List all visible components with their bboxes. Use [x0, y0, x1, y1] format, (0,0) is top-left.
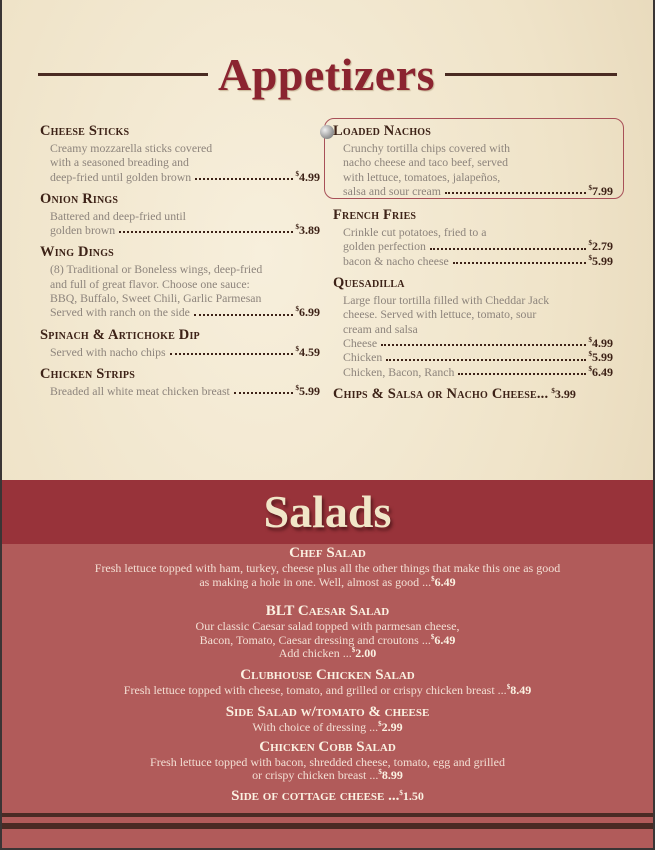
- item-description-line: [40, 141, 320, 155]
- price-value: 6.49: [434, 574, 456, 589]
- description-text: Chicken: [343, 350, 383, 365]
- price-value: 2.79: [592, 239, 613, 254]
- salad-item: [2, 704, 653, 735]
- salad-description-line: [2, 684, 653, 698]
- salad-price: [431, 575, 456, 589]
- currency-symbol: $: [295, 169, 299, 178]
- salad-item: [2, 603, 653, 661]
- price-value: 2.00: [355, 646, 377, 660]
- item-price: [589, 365, 614, 379]
- dot-leader: [194, 305, 293, 315]
- item-description-line: [333, 239, 613, 253]
- salad-item: [2, 545, 653, 589]
- description-text: Crunchy tortilla chips covered with: [343, 141, 511, 155]
- item-description-line: [40, 170, 320, 184]
- salads-title: Salads: [263, 486, 392, 537]
- item-name: Quesadilla: [333, 275, 405, 292]
- item-name: Onion Rings: [40, 190, 119, 207]
- salad-description-line: [2, 634, 653, 648]
- item-description-line: [40, 305, 320, 319]
- appetizers-left-column: [40, 122, 320, 404]
- menu-item: [333, 206, 613, 268]
- price-value: 5.99: [592, 350, 613, 365]
- salad-description-line: [2, 562, 653, 576]
- menu-item: [40, 365, 320, 398]
- appetizers-header: [2, 48, 653, 101]
- currency-symbol: $: [295, 383, 299, 392]
- price-value: 5.99: [299, 383, 320, 398]
- dot-leader: [381, 336, 585, 346]
- description-text: Bacon, Tomato, Caesar dressing and croutons ...: [199, 632, 431, 647]
- item-price: [589, 336, 614, 350]
- item-description-line: [333, 184, 613, 198]
- price-value: 2.99: [381, 720, 403, 734]
- item-description-line: [40, 384, 320, 398]
- item-description-line: [333, 141, 613, 155]
- description-text: Chicken, Bacon, Ranch: [343, 364, 455, 379]
- description-text: cream and salsa: [343, 321, 418, 336]
- salads-header: [2, 480, 653, 544]
- currency-symbol: $: [588, 239, 592, 248]
- dot-leader: [119, 223, 292, 233]
- price-value: 6.99: [299, 305, 320, 320]
- item-name: Cheese Sticks: [40, 123, 130, 139]
- salad-description-line: [2, 576, 653, 590]
- currency-symbol: $: [551, 386, 555, 395]
- item-price: [589, 350, 614, 364]
- salad-item: [2, 788, 653, 805]
- currency-symbol: $: [431, 574, 435, 583]
- description-text: Served with nacho chips: [50, 344, 166, 359]
- item-description-line: [333, 336, 613, 350]
- description-text: Fresh lettuce topped with ham, turkey, cheese plus all the other things that make this one as good: [94, 561, 561, 575]
- item-description-line: [40, 223, 320, 237]
- description-text: (8) Traditional or Boneless wings, deep-fried: [50, 262, 263, 277]
- menu-item: [40, 122, 320, 184]
- salad-price: [378, 768, 403, 782]
- salad-name: [2, 704, 653, 721]
- price-value: 3.89: [299, 223, 320, 238]
- currency-symbol: $: [588, 335, 592, 344]
- description-text: with a seasoned breading and: [50, 155, 189, 170]
- menu-item: [333, 122, 613, 198]
- currency-symbol: $: [378, 768, 382, 776]
- header-rule-right: [445, 73, 617, 76]
- price-value: 4.99: [592, 335, 613, 350]
- item-description-line: [40, 155, 320, 169]
- dot-leader: [445, 184, 586, 194]
- description-text: Battered and deep-fried until: [50, 208, 186, 223]
- description-text: Add chicken ...: [278, 646, 352, 660]
- item-description-line: [333, 307, 613, 321]
- item-description-line: [333, 155, 613, 169]
- salad-description-line: [2, 756, 653, 770]
- description-text: Creamy mozzarella sticks covered: [50, 141, 213, 155]
- dot-leader: [453, 254, 586, 264]
- dot-leader: [458, 365, 585, 375]
- description-text: bacon & nacho cheese: [343, 253, 449, 268]
- salad-description-line: [2, 721, 653, 735]
- salad-name: [2, 739, 653, 756]
- description-text: With choice of dressing ...: [252, 720, 379, 734]
- item-description-line: [40, 345, 320, 359]
- description-text: Crinkle cut potatoes, fried to a: [343, 225, 487, 240]
- price-value: 8.49: [510, 682, 532, 697]
- description-text: golden perfection: [343, 239, 426, 254]
- currency-symbol: $: [430, 632, 435, 641]
- description-text: golden brown: [50, 223, 116, 238]
- salad-price: [352, 646, 377, 660]
- item-price: [296, 345, 321, 359]
- item-description-line: [333, 254, 613, 268]
- item-price: [296, 170, 321, 184]
- price-value: 1.50: [402, 788, 424, 803]
- currency-symbol: $: [588, 350, 592, 359]
- price-value: 6.49: [592, 364, 613, 379]
- salad-item: [2, 739, 653, 783]
- description-text: nacho cheese and taco beef, served: [343, 155, 509, 170]
- description-text: BBQ, Buffalo, Sweet Chili, Garlic Parmesan: [50, 291, 262, 306]
- item-name: French Fries: [333, 207, 417, 224]
- price-value: 3.99: [554, 386, 576, 401]
- item-price: [296, 305, 321, 319]
- price-value: 6.49: [434, 632, 456, 647]
- currency-symbol: $: [295, 305, 299, 314]
- currency-symbol: $: [351, 646, 356, 654]
- salads-section: [2, 544, 653, 848]
- item-description-line: [40, 291, 320, 305]
- item-description-line: [40, 262, 320, 276]
- dot-leader: [234, 384, 293, 394]
- description-text: or crispy chicken breast ...: [252, 768, 379, 782]
- menu-page: [2, 0, 653, 848]
- currency-symbol: $: [399, 788, 403, 797]
- price-value: 7.99: [592, 183, 613, 198]
- item-price: [589, 184, 614, 198]
- currency-symbol: $: [588, 183, 592, 192]
- price-value: 8.99: [381, 768, 403, 782]
- salad-name-text: Side Salad w/tomato & cheese: [225, 704, 430, 720]
- salad-price: [399, 789, 424, 803]
- salad-price: [507, 683, 532, 697]
- salad-description-line: [2, 620, 653, 634]
- item-description-line: [333, 225, 613, 239]
- currency-symbol: $: [295, 223, 299, 232]
- salad-description-line: [2, 647, 653, 661]
- menu-item-row: [333, 385, 613, 404]
- salad-name: [2, 788, 653, 805]
- item-description-line: [333, 350, 613, 364]
- description-text: cheese. Served with lettuce, tomato, sour: [343, 307, 537, 322]
- item-price: [589, 239, 614, 253]
- dot-leader: [170, 345, 293, 355]
- menu-item: [40, 326, 320, 359]
- salad-name: [2, 667, 653, 684]
- salad-description-line: [2, 769, 653, 783]
- description-text: Cheese: [343, 335, 378, 350]
- header-rule-left: [38, 73, 208, 76]
- item-description-line: [333, 170, 613, 184]
- bottom-stripe: [2, 813, 653, 817]
- item-name: Loaded Nachos: [333, 123, 432, 139]
- salad-name: [2, 603, 653, 620]
- currency-symbol: $: [378, 720, 382, 728]
- salad-name-text: Chicken Cobb Salad: [259, 738, 396, 755]
- appetizers-right-column: [333, 122, 613, 410]
- item-description-line: [333, 322, 613, 336]
- item-price: [296, 384, 321, 398]
- item-name: Chips & Salsa or Nacho Cheese...: [333, 385, 549, 402]
- salad-item: [2, 667, 653, 698]
- appetizers-title: Appetizers: [217, 49, 436, 100]
- description-text: as making a hole in one. Well, almost as good ...: [199, 574, 432, 589]
- salad-price: [431, 633, 456, 647]
- salad-name-text: Side of cottage cheese ...: [231, 787, 400, 804]
- menu-item: [40, 243, 320, 319]
- currency-symbol: $: [295, 344, 299, 353]
- description-text: Our classic Caesar salad topped with parmesan cheese,: [195, 619, 460, 633]
- item-description-line: [40, 209, 320, 223]
- description-text: with lettuce, tomatoes, jalapeños,: [343, 169, 501, 184]
- menu-item: [40, 190, 320, 238]
- item-price: [296, 223, 321, 237]
- bottom-stripe: [2, 823, 653, 829]
- salad-name-text: Clubhouse Chicken Salad: [240, 666, 415, 683]
- dot-leader: [386, 350, 585, 360]
- dot-leader: [430, 239, 586, 249]
- description-text: Breaded all white meat chicken breast: [50, 383, 230, 398]
- price-value: 4.59: [299, 344, 320, 359]
- salad-price: [378, 720, 403, 734]
- price-value: 4.99: [299, 169, 320, 184]
- item-description-line: [40, 277, 320, 291]
- price-value: 5.99: [592, 253, 613, 268]
- description-text: Fresh lettuce topped with bacon, shredded cheese, tomato, egg and grilled: [150, 754, 505, 769]
- description-text: salsa and sour cream: [343, 183, 441, 198]
- menu-item: [333, 274, 613, 379]
- description-text: deep-fried until golden brown: [50, 169, 192, 184]
- description-text: Served with ranch on the side: [50, 305, 190, 320]
- menu-item: [333, 385, 613, 404]
- item-price: [589, 254, 614, 268]
- salad-name-text: BLT Caesar Salad: [265, 603, 390, 619]
- item-description-line: [333, 365, 613, 379]
- description-text: Large flour tortilla filled with Cheddar Jack: [343, 293, 550, 308]
- item-name: Chicken Strips: [40, 365, 135, 382]
- description-text: Fresh lettuce topped with cheese, tomato, and grilled or crispy chicken breast ...: [123, 682, 507, 697]
- item-name: Wing Dings: [40, 244, 114, 261]
- dot-leader: [195, 170, 292, 180]
- item-price: [551, 387, 576, 402]
- currency-symbol: $: [506, 682, 511, 691]
- item-name: Spinach & Artichoke Dip: [40, 326, 200, 343]
- featured-bullet-icon: [320, 125, 334, 139]
- description-text: and full of great flavor. Choose one sauce:: [50, 276, 250, 291]
- salad-name: [2, 545, 653, 562]
- currency-symbol: $: [588, 253, 592, 262]
- item-description-line: [333, 293, 613, 307]
- salad-name-text: Chef Salad: [289, 545, 366, 561]
- currency-symbol: $: [588, 364, 592, 373]
